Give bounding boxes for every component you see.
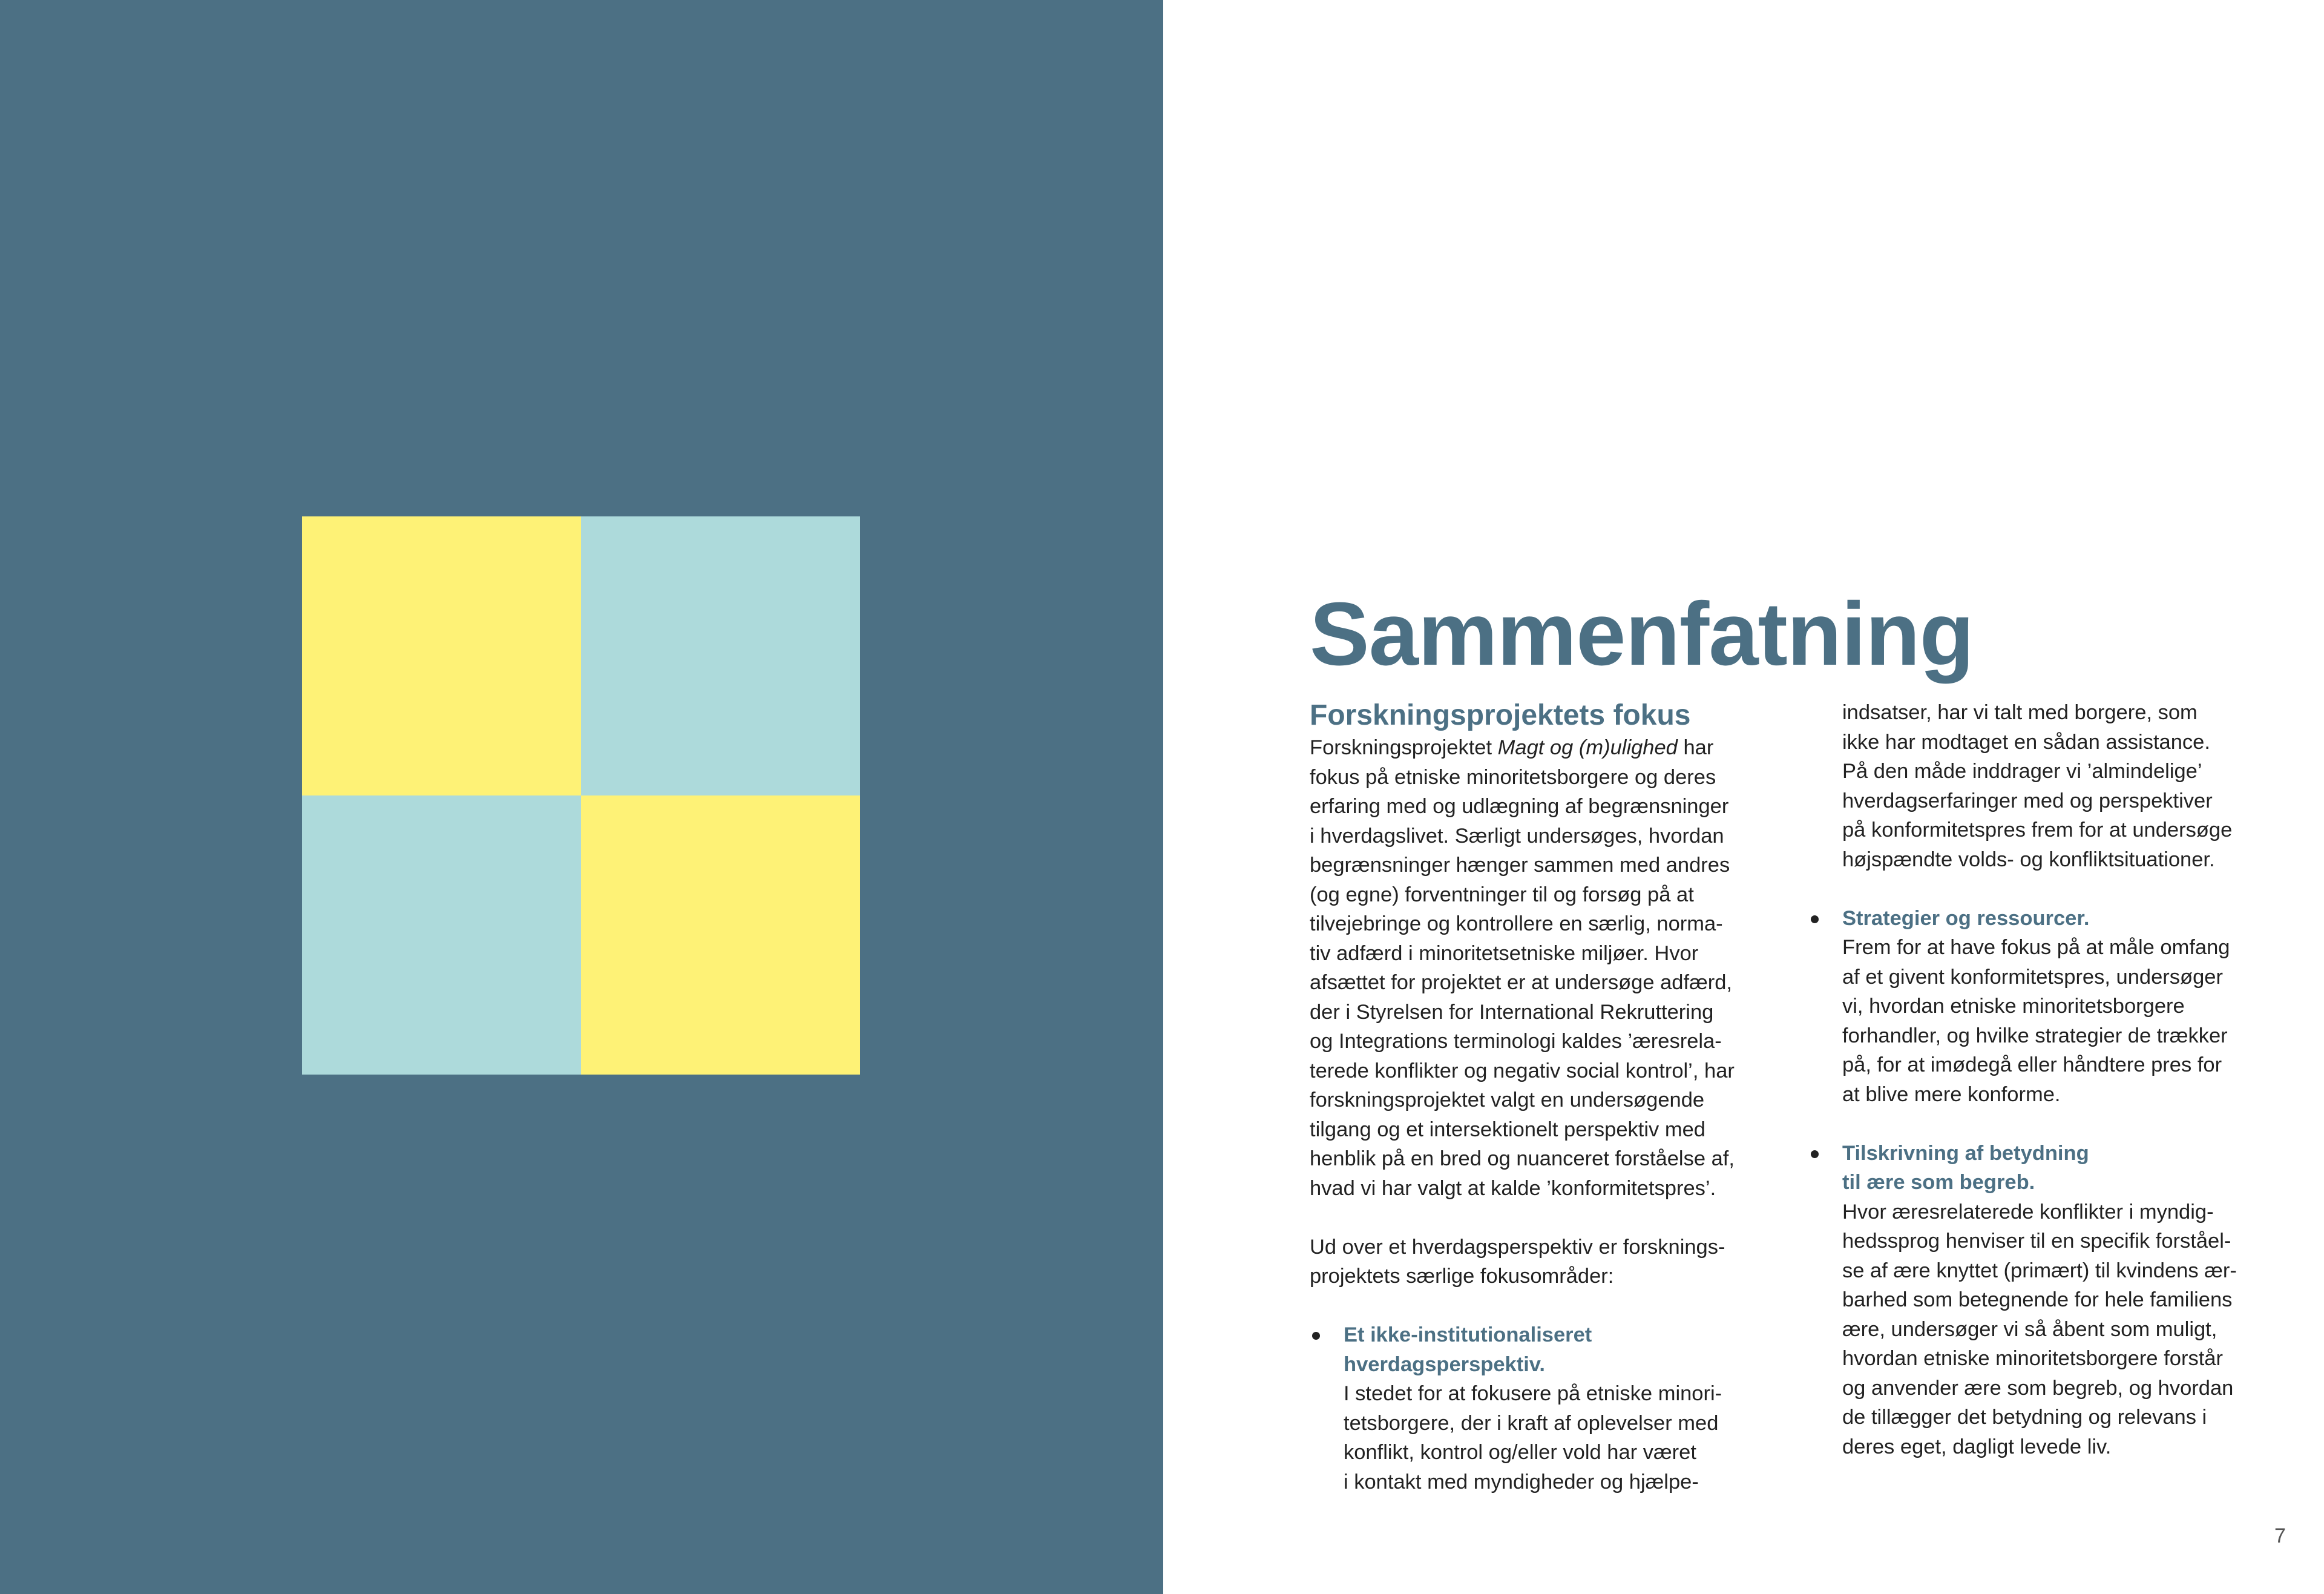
bullet-dot bbox=[1811, 1150, 1819, 1158]
yellow-square-top-left bbox=[302, 516, 581, 795]
bullet-body-line: på, for at imødegå eller håndtere pres for bbox=[1842, 1053, 2222, 1076]
bullet-body-line: konflikt, kontrol og/eller vold har været bbox=[1344, 1441, 1696, 1464]
bullet-body-line: Frem for at have fokus på at måle omfang bbox=[1842, 936, 2230, 959]
bullet-body-line: Hvor æresrelaterede konflikter i myndig- bbox=[1842, 1200, 2214, 1223]
bullet-title-line: Strategier og ressourcer. bbox=[1842, 906, 2090, 930]
paragraph-line: begrænsninger hænger sammen med andres bbox=[1310, 854, 1730, 877]
paragraph-line: i hverdagslivet. Særligt undersøges, hvordan bbox=[1310, 824, 1724, 848]
bullet-body-line: hvordan etniske minoritetsborgere forstår bbox=[1842, 1347, 2223, 1370]
bullet-dot bbox=[1811, 915, 1819, 923]
bullet-body-line: barhed som betegnende for hele familiens bbox=[1842, 1288, 2233, 1311]
bullet-body-line: deres eget, dagligt levede liv. bbox=[1842, 1435, 2112, 1458]
paragraph-line: projektets særlige fokusområder: bbox=[1310, 1265, 1614, 1288]
bullet-title bbox=[1842, 904, 2290, 934]
bullet-body-line: se af ære knyttet (primært) til kvindens ær- bbox=[1842, 1259, 2237, 1282]
bullet-body-line: højspændte volds- og konfliktsituationer. bbox=[1842, 848, 2215, 871]
bullet-body bbox=[1842, 1197, 2290, 1462]
bullet-body-line: i kontakt med myndigheder og hjælpe- bbox=[1344, 1470, 1699, 1494]
paragraph-line: terede konflikter og negativ social kontrol’, har bbox=[1310, 1059, 1735, 1082]
section-heading: Forskningsprojektets fokus bbox=[1310, 699, 1691, 731]
paragraph-line: afsættet for projektet er at undersøge adfærd, bbox=[1310, 971, 1733, 994]
bullet-body-line: på konformitetspres frem for at undersøge bbox=[1842, 818, 2233, 841]
paragraph-line: fokus på etniske minoritetsborgere og deres bbox=[1310, 765, 1716, 789]
bullet-title bbox=[1344, 1320, 1770, 1379]
focus-areas-intro bbox=[1310, 1233, 1770, 1291]
focus-paragraph bbox=[1310, 763, 1770, 1204]
bullet-body-continued bbox=[1842, 698, 2290, 874]
aqua-square-bottom-left bbox=[302, 795, 581, 1075]
bullet-body bbox=[1344, 1379, 1770, 1497]
project-name: Magt og (m)ulighed bbox=[1497, 736, 1678, 759]
intro-suffix: har bbox=[1677, 736, 1714, 759]
paragraph-line: hvad vi har valgt at kalde ’konformitetspres’. bbox=[1310, 1176, 1716, 1200]
bullet-title bbox=[1842, 1139, 2290, 1197]
bullet-body-line: at blive mere konforme. bbox=[1842, 1082, 2061, 1106]
page-number: 7 bbox=[2274, 1524, 2286, 1547]
bullet-title-line: Et ikke-institutionaliseret bbox=[1344, 1323, 1592, 1346]
text-column-left bbox=[1310, 698, 1770, 1497]
paragraph-line: der i Styrelsen for International Rekruttering bbox=[1310, 1000, 1714, 1024]
bullet-dot bbox=[1312, 1332, 1320, 1340]
bullet-body-line: vi, hvordan etniske minoritetsborgere bbox=[1842, 995, 2185, 1018]
paragraph-line: tilvejebringe og kontrollere en særlig, norma- bbox=[1310, 912, 1723, 935]
paragraph-line: Ud over et hverdagsperspektiv er forsknings- bbox=[1310, 1235, 1725, 1259]
intro-first-line bbox=[1310, 733, 1770, 763]
page-title: Sammenfatning bbox=[1310, 584, 1974, 685]
bullet-title-line: Tilskrivning af betydning bbox=[1842, 1141, 2089, 1165]
bullet-body-line: forhandler, og hvilke strategier de trækker bbox=[1842, 1024, 2228, 1047]
paragraph-line: og Integrations terminologi kaldes ’æresrela- bbox=[1310, 1030, 1722, 1053]
bullet-body-line: På den måde inddrager vi ’almindelige’ bbox=[1842, 760, 2202, 783]
bullet-body-line: hverdagserfaringer med og perspektiver bbox=[1842, 789, 2213, 812]
text-column-right bbox=[1842, 698, 2290, 1461]
bullet-body-line: og anvender ære som begreb, og hvordan bbox=[1842, 1376, 2234, 1400]
paragraph-line: erfaring med og udlægning af begrænsninger bbox=[1310, 795, 1729, 818]
intro-prefix: Forskningsprojektet bbox=[1310, 736, 1498, 759]
bullet-item-everyday-perspective bbox=[1310, 1320, 1770, 1497]
paragraph-line: forskningsprojektet valgt en undersøgende bbox=[1310, 1088, 1705, 1112]
bullet-item-strategies bbox=[1808, 904, 2290, 1110]
paragraph-line: henblik på en bred og nuanceret forståelse af, bbox=[1310, 1147, 1735, 1170]
paragraph-line: tiv adfærd i minoritetsetniske miljøer. Hvor bbox=[1310, 941, 1699, 965]
bullet-body-line: af et givent konformitetspres, undersøger bbox=[1842, 965, 2223, 989]
bullet-title-line: hverdagsperspektiv. bbox=[1344, 1352, 1546, 1376]
bullet-body-line: indsatser, har vi talt med borgere, som bbox=[1842, 701, 2198, 724]
bullet-body-line: de tillægger det betydning og relevans i bbox=[1842, 1406, 2207, 1429]
yellow-square-bottom-right bbox=[581, 795, 860, 1075]
bullet-item-honour-concept bbox=[1808, 1139, 2290, 1462]
bullet-body-line: ikke har modtaget en sådan assistance. bbox=[1842, 730, 2210, 754]
bullet-body-line: I stedet for at fokusere på etniske minori- bbox=[1344, 1382, 1722, 1405]
aqua-square-top-right bbox=[581, 516, 860, 795]
bullet-body-line: ære, undersøger vi så åbent som muligt, bbox=[1842, 1317, 2217, 1341]
bullet-title-line: til ære som begreb. bbox=[1842, 1171, 2035, 1194]
paragraph-line: (og egne) forventninger til og forsøg på at bbox=[1310, 883, 1694, 906]
paragraph-line: tilgang og et intersektionelt perspektiv med bbox=[1310, 1118, 1705, 1141]
bullet-body bbox=[1842, 933, 2290, 1109]
bullet-body-line: hedssprog henviser til en specifik forståel- bbox=[1842, 1230, 2231, 1253]
bullet-body-line: tetsborgere, der i kraft af oplevelser med bbox=[1344, 1411, 1719, 1435]
